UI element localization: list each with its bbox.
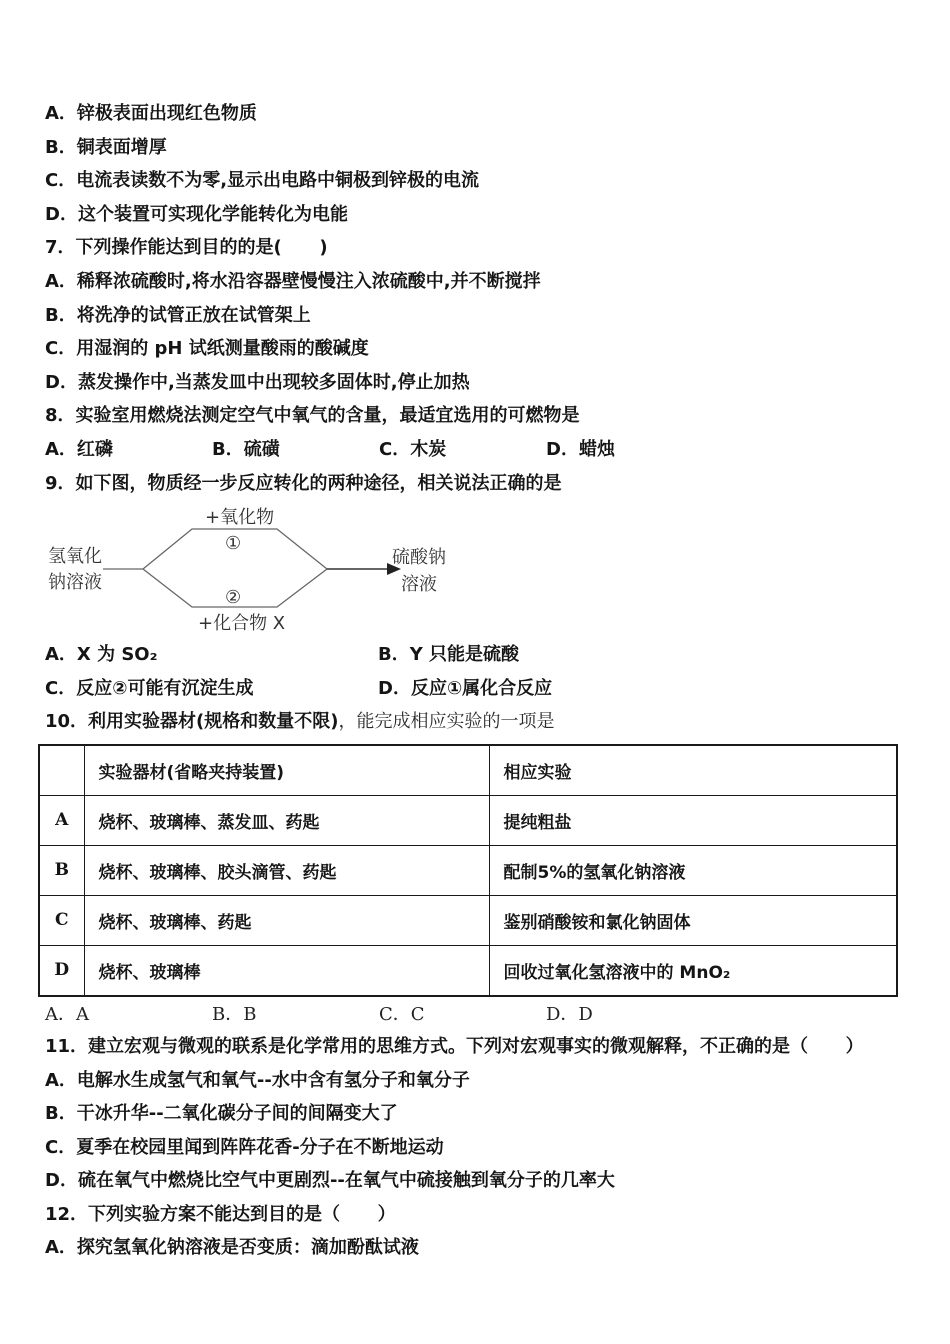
q10-row-b-experiment: 配制5%的氢氧化钠溶液 [489,845,897,895]
q12-option-a: A．探究氢氧化钠溶液是否变质：滴加酚酞试液 [45,1237,419,1259]
q11-option-a: A．电解水生成氢气和氧气--水中含有氢分子和氧分子 [45,1069,470,1091]
q10-table-row-c [39,895,897,945]
q7-option-d: D．蒸发操作中,当蒸发皿中出现较多固体时,停止加热 [45,371,470,393]
q10-row-d-experiment: 回收过氧化氢溶液中的 MnO₂ [489,945,897,996]
q6-option-b: B．铜表面增厚 [45,136,167,158]
q10-stem-tail: ，能完成相应实验的一项是 [338,711,555,733]
q10-row-c-apparatus: 烧杯、玻璃棒、药匙 [84,895,489,945]
q10-stem-bold: 10．利用实验器材(规格和数量不限) [45,711,339,733]
q12-stem: 12．下列实验方案不能达到目的是（ ） [45,1203,396,1225]
q10-row-a-apparatus: 烧杯、玻璃棒、蒸发皿、药匙 [84,795,489,845]
diagram-top-branch-label: +氧化物 [205,507,275,529]
q9-option-d: D．反应①属化合反应 [378,677,553,699]
q10-row-c-experiment: 鉴别硝酸铵和氯化钠固体 [489,895,897,945]
q10-row-d-letter: D [39,945,84,996]
q9-reaction-diagram [45,500,910,638]
q10-option-d: D．D [546,1003,593,1025]
q9-stem: 9．如下图，物质经一步反应转化的两种途径，相关说法正确的是 [45,472,562,494]
q10-table-row-d [39,945,897,996]
q10-row-c-letter: C [39,895,84,945]
q10-table-row-a [39,795,897,845]
q10-options-row [45,1000,910,1030]
q8-stem: 8．实验室用燃烧法测定空气中氧气的含量，最适宜选用的可燃物是 [45,405,580,427]
q10-row-b-apparatus: 烧杯、玻璃棒、胶头滴管、药匙 [84,845,489,895]
q10-table-header-apparatus: 实验器材(省略夹持装置) [84,745,489,796]
q10-table-corner-cell [39,745,84,796]
q10-option-c: C．C [379,1003,425,1025]
q10-row-b-letter: B [39,845,84,895]
q8-option-c: C．木炭 [379,438,447,460]
diagram-lines [103,529,387,607]
diagram-step1-circled-number: ① [225,533,242,555]
q10-row-d-apparatus: 烧杯、玻璃棒 [84,945,489,996]
q10-option-b: B．B [212,1003,257,1025]
diagram-bottom-branch-label: +化合物 X [198,613,286,635]
q6-option-d: D．这个装置可实现化学能转化为电能 [45,203,348,225]
q8-option-b: B．硫磺 [212,438,280,460]
q6-option-a: A．锌极表面出现红色物质 [45,103,257,124]
q10-row-a-experiment: 提纯粗盐 [489,795,897,845]
q11-stem: 11．建立宏观与微观的联系是化学常用的思维方式。下列对宏观事实的微观解释，不正确的是（ ） [45,1035,864,1057]
q11-option-b: B．干冰升华--二氧化碳分子间的间隔变大了 [45,1103,398,1125]
q7-option-c: C．用湿润的 pH 试纸测量酸雨的酸碱度 [45,338,369,360]
q10-stem [45,705,910,739]
q7-stem: 7．下列操作能达到目的的是( ) [45,237,328,259]
q9-diagram-svg [45,500,465,638]
q11-option-c: C．夏季在校园里闻到阵阵花香-分子在不断地运动 [45,1136,444,1158]
q7-option-b: B．将洗净的试管正放在试管架上 [45,304,311,326]
q10-row-a-letter: A [39,795,84,845]
diagram-left-label-line1: 氢氧化 [48,546,102,568]
q9-option-a: A．X 为 SO₂ [45,644,158,666]
q8-option-a: A．红磷 [45,438,113,460]
diagram-step2-circled-number: ② [225,587,242,609]
q10-table-header-row [39,745,897,796]
q10-table-header-experiment: 相应实验 [489,745,897,796]
diagram-left-label-line2: 钠溶液 [48,572,102,594]
q8-options-row [45,433,910,467]
diagram-right-label-line1: 硫酸钠 [392,547,446,569]
diagram-right-label-line2: 溶液 [401,574,437,596]
q10-table [38,744,898,997]
q7-option-a: A．稀释浓硫酸时,将水沿容器壁慢慢注入浓硫酸中,并不断搅拌 [45,270,541,292]
q8-option-d: D．蜡烛 [546,438,615,460]
q9-option-c: C．反应②可能有沉淀生成 [45,677,254,699]
q9-options-row-2 [45,672,910,706]
q10-table-row-b [39,845,897,895]
q10-option-a: A．A [45,1003,89,1025]
q9-options-row-1 [45,638,910,672]
q6-option-c: C．电流表读数不为零,显示出电路中铜极到锌极的电流 [45,170,480,192]
q9-option-b: B．Y 只能是硫酸 [378,644,520,666]
q11-option-d: D．硫在氧气中燃烧比空气中更剧烈--在氧气中硫接触到氧分子的几率大 [45,1170,615,1192]
